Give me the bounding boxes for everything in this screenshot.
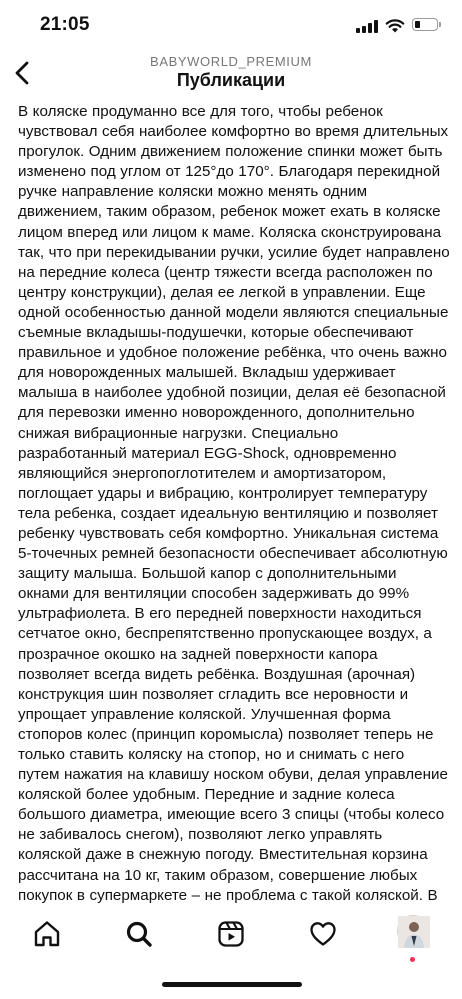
heart-icon — [308, 919, 338, 949]
wifi-icon — [385, 17, 405, 33]
battery-icon — [412, 18, 438, 31]
page-title: Публикации — [176, 70, 286, 90]
bottom-tab-bar — [0, 905, 462, 965]
tab-activity[interactable] — [308, 919, 338, 949]
post-caption-area — [0, 98, 462, 904]
account-username[interactable]: BABYWORLD_PREMIUM — [150, 54, 312, 69]
status-time: 21:05 — [40, 14, 90, 35]
search-icon — [124, 919, 154, 949]
profile-avatar — [398, 916, 430, 948]
home-icon — [32, 919, 62, 949]
notification-dot — [410, 957, 415, 962]
tab-search[interactable] — [124, 919, 154, 949]
home-indicator — [162, 982, 302, 987]
tab-home[interactable] — [32, 919, 62, 949]
nav-header — [0, 48, 462, 98]
reels-icon — [216, 919, 246, 949]
status-bar — [0, 0, 462, 48]
cellular-signal-icon — [356, 20, 378, 33]
tab-profile-avatar[interactable] — [397, 915, 429, 947]
post-caption: В коляске продуманно все для того, чтобы ребенок чувствовал себя наиболее комфортно во время длительных прогулок. Одним движением положение спинки может быть изменено под углом от 125°до 170°. Благодаря перекидной ручке направление коляски можно менять одним движением, таким образом, ребенок может ехать в коляске лицом вперед или лицом к маме. Коляска сконструирована так, что при перекидывании ручки, усилие будет направлено на передние колеса (центр тяжести всегда расположен по центру конструкции), делая ее легкой в управлении. Еще одной особенностью данной модели являются специальные съемные вкладышы-подушечки, которые обеспечивают правильное и удобное положение ребёнка, что очень важно для новорожденных малышей. Вкладыш удерживает малыша в наиболее удобной позиции, делая её безопасной для перевозки именно новорожденного, дополнительно снижая вибрационные нагрузки. Специально разработанный материал EGG-Shock, одновременно являющийся энергопоглотителем и амортизатором, поглощает удары и вибрацию, контролирует температуру тела ребенка, создает идеальную вентиляцию и позволяет ребенку чувствовать себя комфортно. Уникальная система 5-точечных ремней безопасности обеспечивает абсолютную защиту малыша. Большой капор с дополнительными окнами для вентиляции способен задерживать до 99% ультрафиолета. В его передней поверхности находиться сетчатое окно, беспрепятственно пропускающее воздух, а прозрачное окошко на задней поверхности капора позволяет всегда видеть ребёнка. Воздушная (арочная) конструкция шин позволяет сгладить все неровности и упрощает управление коляской. Улучшенная форма стопоров колес (принцип коромысла) позволяет теперь не только ставить коляску на стопор, но и снимать с него путем нажатия на клавишу носком обуви, делая управление коляской более удобным. Передние и задние колеса большого диаметра, имеющие всего 3 спицы (чтобы колесо не забивалось снегом), позволяют легко управлять коляской даже в снежную погоду. Вместительная корзина рассчитана на 10 кг, таким образом, совершение любых покупок в супермаркете – не проблема с такой коляской. В — [18, 103, 450, 904]
tab-reels[interactable] — [216, 919, 246, 949]
